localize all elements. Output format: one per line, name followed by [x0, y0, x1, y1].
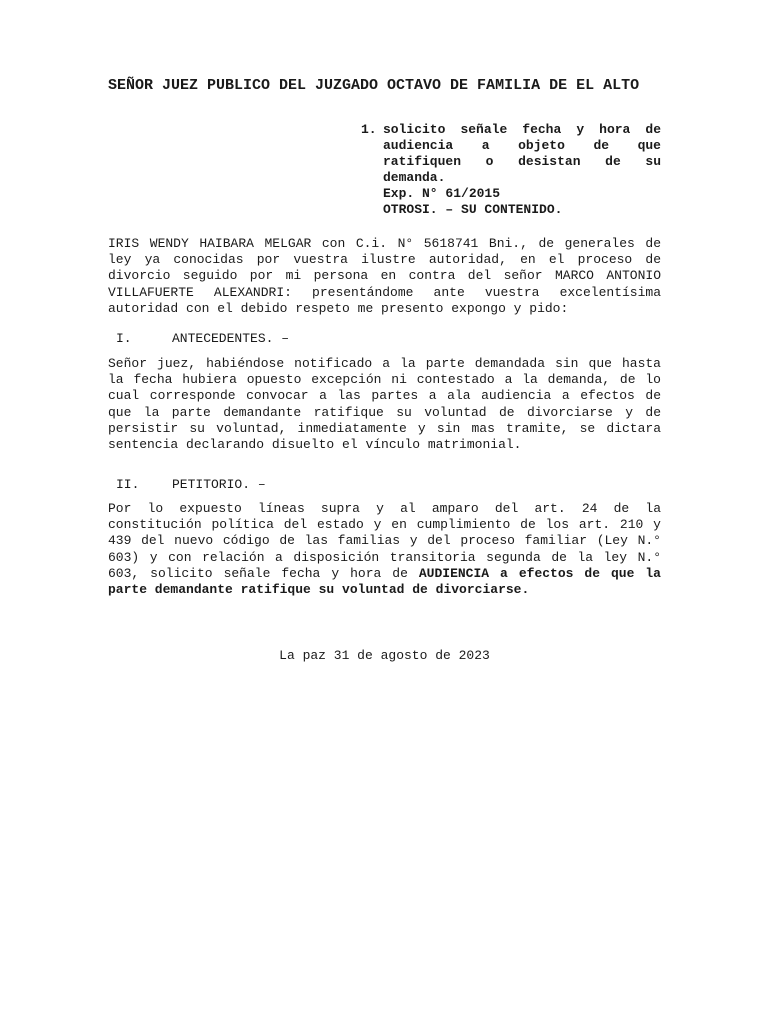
section-heading-petitorio: [116, 477, 266, 493]
date-line: La paz 31 de agosto de 2023: [279, 648, 490, 663]
summary-number: 1.: [361, 122, 377, 137]
summary-body: [383, 122, 661, 218]
case-number: Exp. N° 61/2015: [383, 186, 501, 201]
otrosi-line: OTROSI. – SU CONTENIDO.: [383, 202, 563, 217]
section-title: ANTECEDENTES. –: [172, 331, 290, 346]
section-heading-antecedentes: [116, 331, 289, 347]
section-number: I.: [116, 331, 132, 346]
petitorio-paragraph: [108, 501, 661, 598]
summary-request: solicito señale fecha y hora de audiencia a objeto de que ratifiquen o desistan de su demanda.: [383, 122, 661, 185]
petitorio-bold-text: AUDIENCIA a efectos de que la parte demandante ratifique su voluntad de divorciarse.: [108, 565, 661, 598]
document-title: SEÑOR JUEZ PUBLICO DEL JUZGADO OCTAVO DE FAMILIA DE EL ALTO: [108, 77, 640, 94]
antecedentes-paragraph: Señor juez, habiéndose notificado a la parte demandada sin que hasta la fecha hubiera opuesto excepción ni contestado a la demanda, de lo cual corresponde convocar a las partes a ala audiencia a efectos de que la parte demandante ratifique su voluntad de divorciarse y de persistir su voluntad, inmediatamente y sin mas tramite, se dictara sentencia declarando disuelto el vínculo matrimonial.: [108, 356, 661, 453]
intro-paragraph: IRIS WENDY HAIBARA MELGAR con C.i. N° 5618741 Bni., de generales de ley ya conocidas por vuestra ilustre autoridad, en el proceso de divorcio seguido por mi persona en contra del señor MARCO ANTONIO VILLAFUERTE ALEXANDRI: presentándome ante vuestra excelentísima autoridad con el debido respeto me presento expongo y pido:: [108, 236, 661, 316]
section-number: II.: [116, 477, 140, 492]
petitorio-text: Por lo expuesto líneas supra y al amparo del art. 24 de la constitución política del estado y en cumplimiento de los art. 210 y 439 del nuevo código de las familias y del proceso familiar (Ley N.° 603) y con relación a disposición transitoria segunda de la ley N.° 603, solicito señale fecha y hora de: [108, 501, 661, 581]
section-title: PETITORIO. –: [172, 477, 266, 492]
